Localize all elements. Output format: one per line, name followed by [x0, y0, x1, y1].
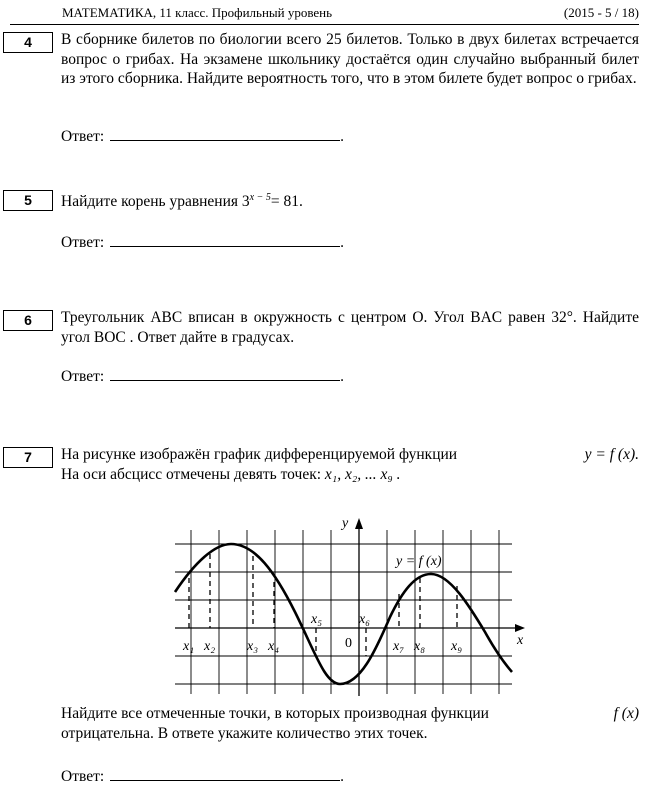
answer-line[interactable] [110, 232, 340, 247]
answer-label: Ответ: [61, 768, 105, 785]
subject-title: МАТЕМАТИКА, 11 класс. Профильный уровень [62, 5, 333, 20]
answer-field: Ответ: . [61, 234, 345, 251]
task-text [61, 188, 639, 212]
y-axis-label: y [342, 516, 349, 531]
task-text: Треугольник ABC вписан в окружность с центром O. Угол BAC равен 32°. Найдите угол BOC . Ответ дайте в градусах. [61, 309, 639, 346]
curve-label: y = f (x) [396, 554, 442, 569]
question-line2: отрицательна. В ответе укажите количество этих точек. [61, 724, 428, 742]
origin-label: 0 [345, 636, 352, 651]
task-number: 5 [3, 190, 53, 211]
function-curve [175, 544, 512, 684]
task-number: 7 [3, 447, 53, 468]
points-notation: x₁, x₂, ... x₉ . [324, 465, 401, 483]
function-graph [170, 512, 530, 700]
question-text [61, 704, 639, 743]
answer-label: Ответ: [61, 234, 105, 251]
x-axis-arrow [515, 624, 525, 632]
question-function: f (x) [613, 705, 639, 722]
task-number: 6 [3, 310, 53, 331]
task-text-line1: На рисунке изображён график дифференцируемой функции [61, 446, 458, 463]
answer-field: Ответ: . [61, 768, 345, 785]
point-label-x6: x₆ [359, 612, 371, 627]
y-axis-arrow [355, 518, 363, 529]
task-text-line2: На оси абсцисс отмечены девять точек: [61, 465, 322, 483]
function-notation: y = f (x). [584, 446, 639, 463]
header-rule [10, 24, 639, 25]
answer-line[interactable] [110, 766, 340, 781]
equation-text: Найдите корень уравнения 3 [61, 193, 250, 211]
answer-field: Ответ: . [61, 368, 345, 385]
task-text [61, 445, 639, 484]
answer-field: Ответ: . [61, 128, 345, 145]
point-label-x7: x₇ [393, 639, 405, 654]
equation-exponent: x − 5 [249, 192, 271, 203]
answer-label: Ответ: [61, 128, 105, 145]
question-line1: Найдите все отмеченные точки, в которых производная функции [61, 705, 489, 722]
task-number: 4 [3, 32, 53, 53]
point-label-x8: x₈ [414, 639, 426, 654]
answer-line[interactable] [110, 126, 340, 141]
page-reference: (2015 - 5 / 18) [563, 5, 639, 20]
answer-label: Ответ: [61, 368, 105, 385]
point-label-x3: x₃ [247, 639, 259, 654]
point-label-x1: x₁ [183, 639, 195, 654]
point-label-x9: x₉ [451, 639, 463, 654]
grid [175, 530, 512, 694]
x-axis-label: x [517, 633, 524, 648]
point-label-x2: x₂ [204, 639, 216, 654]
task-text: В сборнике билетов по биологии всего 25 билетов. Только в двух билетах встречается вопрос о грибах. На экзамене школьнику достаётся один случайно выбранный билет из этого сборника. Найдите вероятность того, что в этом билете будет вопрос о грибах. [61, 31, 639, 87]
point-label-x5: x₅ [311, 612, 323, 627]
equation-result: = 81. [270, 193, 303, 211]
point-label-x4: x₄ [268, 639, 280, 654]
answer-line[interactable] [110, 366, 340, 381]
